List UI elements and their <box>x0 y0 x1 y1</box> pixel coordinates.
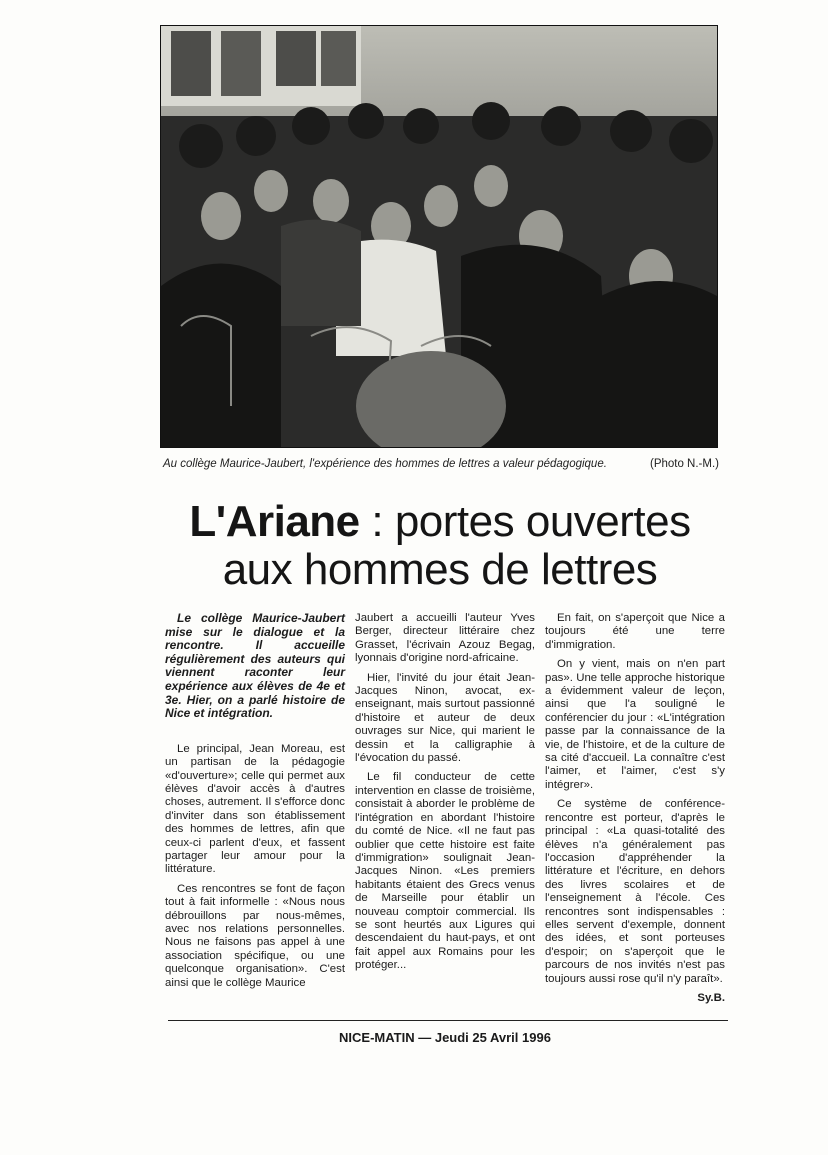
article-column-1 <box>165 612 345 996</box>
paragraph: Le principal, Jean Moreau, est un partisan de la pédagogie «d'ouverture»; celle qui permet aux élèves d'avoir accès à d'autres choses, autrement. Il s'efforce donc d'inviter dans son établissement des hommes de lettres, afin que ceux-ci parlent d'eux, et fassent partager leur amour pour la littérature. <box>165 742 345 876</box>
photo-credit: (Photo N.-M.) <box>649 458 719 470</box>
paragraph: On y vient, mais on n'en part pas». Une telle approche historique a évidemment valeur de leçon, ainsi que l'a souligné le conférencier du jour : «L'intégration passe par la connaissance de la vie, de l'histoire, et de la culture de sa cité d'accueil. La connaître c'est l'aimer, et l'aimer, c'est s'y intégrer». <box>545 658 725 791</box>
footer-rule <box>168 1020 728 1021</box>
classroom-photo <box>160 25 718 448</box>
headline-line-1 <box>160 498 720 546</box>
paragraph: Ces rencontres se font de façon tout à fait informelle : «Nous nous débrouillons par nous-mêmes, avec nos relations personnelles. Nous ne faisons pas appel à une association spécifique, ou une quelconque organisation». C'est ainsi que le collège Maurice <box>165 882 345 989</box>
author-signature: Sy.B. <box>697 991 725 1004</box>
photo-illustration <box>161 26 717 447</box>
paragraph: Hier, l'invité du jour était Jean-Jacques Ninon, avocat, ex-enseignant, mais surtout passionné d'histoire et auteur de deux ouvrages sur Nice, qui marient le dessin et la calligraphie à l'évocation du passé. <box>355 671 535 765</box>
paragraph: Le fil conducteur de cette intervention en classe de troisième, consistait à aborder le problème de l'intégration en abordant l'histoire du comté de Nice. «Il ne faut pas oublier que cette histoire est faite d'immigration» soulignait Jean-Jacques Ninon. «Les premiers habitants étaient des Grecs venus de Marseille pour établir un nouveau comptoir commercial. Ils se sont heurtés aux Ligures qui descendaient du haut-pays, et ont fait appel aux Romains pour les protéger... <box>355 771 535 972</box>
photo-caption <box>163 458 723 470</box>
paragraph: En fait, on s'aperçoit que Nice a toujours été une terre d'immigration. <box>545 612 725 651</box>
headline-place: L'Ariane <box>189 497 360 546</box>
publication-footer: NICE-MATIN — Jeudi 25 Avril 1996 <box>339 1030 551 1045</box>
caption-text: Au collège Maurice-Jaubert, l'expérience des hommes de lettres a valeur pédagogique. <box>163 458 607 470</box>
paragraph: Ce système de conférence-rencontre est porteur, d'après le principal : «La quasi-totalité des élèves n'a généralement pas l'occasion d'appréhender la littérature et l'écriture, en dehors des livres scolaires et de l'enseignement à l'école. Ces rencontres sont indispensables : elles servent d'exemple, donnent des idées, et sont porteuses d'espoir; on s'aperçoit que le parcours de nos invités n'est pas toujours aussi rose qu'il n'y paraît». <box>545 798 725 985</box>
headline-line-2: aux hommes de lettres <box>222 545 658 594</box>
article-column-2 <box>355 612 535 979</box>
headline <box>160 498 720 594</box>
headline-subject: : portes ouvertes <box>359 497 691 546</box>
article-column-3 <box>545 612 725 1005</box>
article-lead: Le collège Maurice-Jaubert mise sur le dialogue et la rencontre. Il accueille régulièrement des auteurs qui viennent raconter leur expérience aux élèves de 4e et 3e. Hier, on a parlé histoire de Nice et intégration. <box>165 611 345 721</box>
paragraph: Jaubert a accueilli l'auteur Yves Berger, directeur littéraire chez Grasset, l'écrivain Azouz Begag, lyonnais d'origine nord-africaine. <box>355 612 535 665</box>
